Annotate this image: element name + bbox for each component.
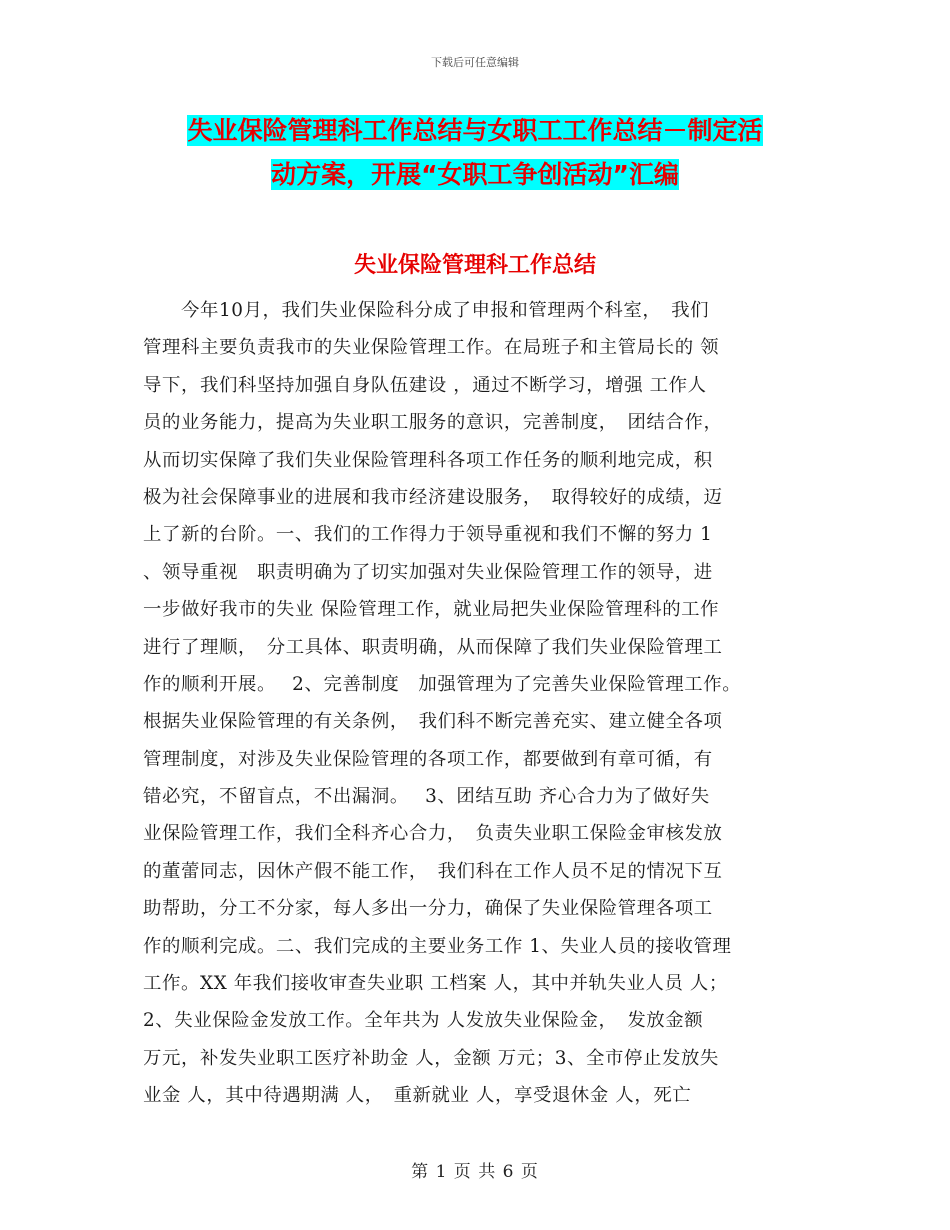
body-line: 极为社会保障事业的进展和我市经济建设服务， 取得较好的成绩，迈 [143, 486, 723, 508]
document-title-text-1: 失业保险管理科工作总结与女职工工作总结－制定活 [187, 116, 763, 145]
body-line: 万元，补发失业职工医疗补助金 人，金额 万元；3、全市停止发放失 [143, 1047, 719, 1069]
body-text [143, 292, 823, 1115]
body-line: 管理科主要负责我市的失业保险管理工作。在局班子和主管局长的 领 [143, 337, 720, 359]
body-line: 的董蕾同志，因休产假不能工作， 我们科在工作人员不足的情况下互 [143, 860, 723, 882]
body-line: 工作。XX 年我们接收审查失业职 工档案 人，其中并轨失业人员 人； [143, 973, 728, 995]
body-line: 根据失业保险管理的有关条例， 我们科不断完善充实、建立健全各项 [143, 711, 723, 733]
body-line: 作的顺利开展。 2、完善制度 加强管理为了完善失业保险管理工作。 [143, 673, 742, 695]
body-line: 助帮助，分工不分家，每人多出一分力，确保了失业保险管理各项工 [143, 898, 713, 920]
body-line: 进行了理顺， 分工具体、职责明确，从而保障了我们失业保险管理工 [143, 636, 723, 658]
body-line: 员的业务能力，提高为失业职工服务的意识，完善制度， 团结合作， [143, 412, 723, 434]
body-line: 业金 人，其中待遇期满 人， 重新就业 人，享受退休金 人，死亡 [143, 1085, 692, 1107]
header-note: 下载后可任意编辑 [431, 56, 519, 69]
body-line: 上了新的台阶。一、我们的工作得力于领导重视和我们不懈的努力 1 [143, 524, 713, 546]
body-line: 作的顺利完成。二、我们完成的主要业务工作 1、失业人员的接收管理 [143, 935, 732, 957]
body-line: 错必究，不留盲点，不出漏洞。 3、团结互助 齐心合力为了做好失 [143, 786, 710, 808]
document-title-line-1 [0, 114, 950, 148]
document-title-text-2: 动方案，开展“女职工争创活动”汇编 [271, 160, 679, 189]
page-footer: 第 1 页 共 6 页 [411, 1162, 539, 1182]
body-line: 一步做好我市的失业 保险管理工作，就业局把失业保险管理科的工作 [143, 599, 720, 621]
body-line: 业保险管理工作，我们全科齐心合力， 负责失业职工保险金审核发放 [143, 823, 723, 845]
document-title-line-2 [0, 158, 950, 192]
body-line: 管理制度，对涉及失业保险管理的各项工作，都要做到有章可循，有 [143, 748, 713, 770]
body-line: 从而切实保障了我们失业保险管理科各项工作任务的顺利地完成，积 [143, 449, 713, 471]
section-heading: 失业保险管理科工作总结 [353, 253, 596, 278]
body-line: 导下，我们科坚持加强自身队伍建设 ，通过不断学习，增强 工作人 [143, 374, 707, 396]
body-line: 、领导重视 职责明确为了切实加强对失业保险管理工作的领导，进 [143, 561, 713, 583]
body-line: 2、失业保险金发放工作。全年共为 人发放失业保险金， 发放金额 [143, 1010, 704, 1032]
body-line: 今年10月，我们失业保险科分成了申报和管理两个科室， 我们 [143, 300, 710, 321]
